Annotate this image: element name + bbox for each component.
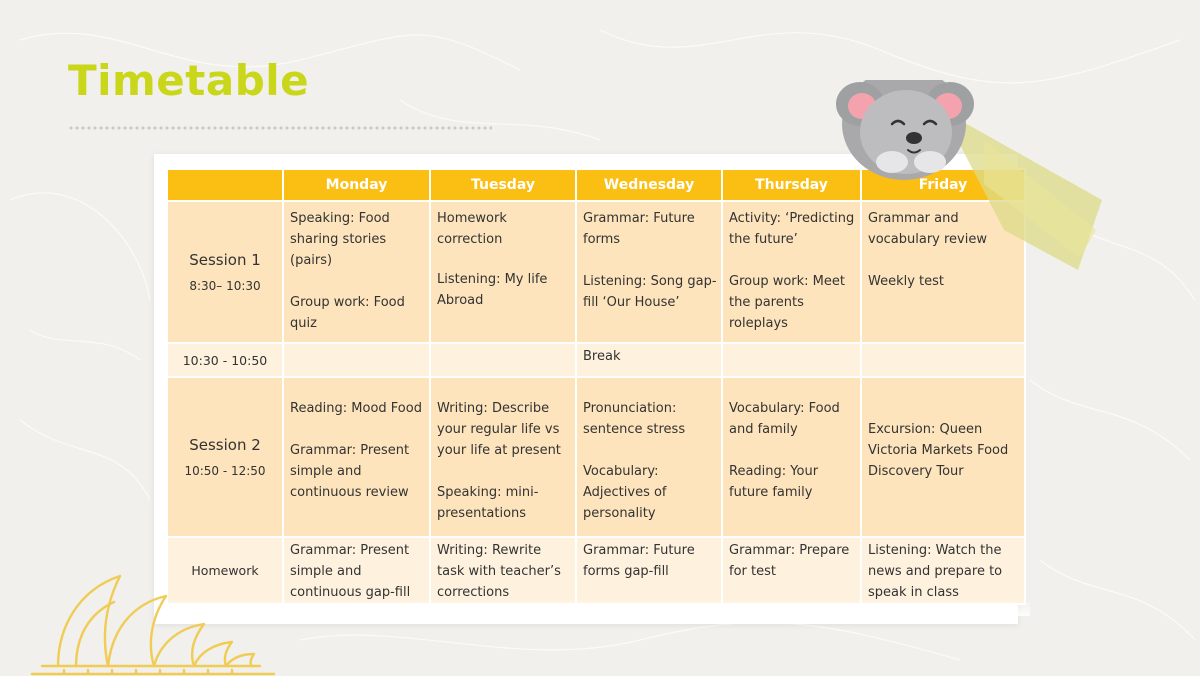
- activity: Writing: Describe your regular life vs your life at present: [437, 401, 561, 458]
- break-time-cell: [167, 343, 283, 377]
- session1-tuesday: [430, 201, 576, 343]
- break-friday: [861, 343, 1025, 377]
- opera-house-icon: [28, 568, 278, 676]
- session2-time: 10:50 - 12:50: [184, 464, 266, 478]
- activity: Pronunciation: sentence stress: [583, 401, 686, 437]
- homework-tuesday: [430, 537, 576, 604]
- session2-monday: [283, 377, 430, 537]
- header-tuesday: Tuesday: [430, 169, 576, 201]
- break-row: [167, 343, 1025, 377]
- table-bottom-fade: [160, 600, 1030, 616]
- session2-tuesday: [430, 377, 576, 537]
- break-tuesday: [430, 343, 576, 377]
- break-wednesday: [576, 343, 722, 377]
- activity: Vocabulary: Food and family: [729, 401, 840, 437]
- activity: Grammar: Prepare for test: [729, 543, 850, 579]
- session1-time: 8:30– 10:30: [189, 279, 261, 293]
- session2-thursday: [722, 377, 861, 537]
- session2-name: Session 2: [189, 436, 261, 454]
- session1-label: [167, 201, 283, 343]
- activity: Activity: ‘Predicting the future’: [729, 211, 855, 247]
- activity: Group work: Meet the parents roleplays: [729, 274, 845, 331]
- break-monday: [283, 343, 430, 377]
- session2-label: [167, 377, 283, 537]
- activity: Listening: Song gap-fill ‘Our House’: [583, 274, 717, 310]
- homework-friday: [861, 537, 1025, 604]
- page-title: Timetable: [68, 56, 310, 105]
- activity: Group work: Food quiz: [290, 295, 405, 331]
- activity: Homework correction: [437, 211, 507, 247]
- activity: Excursion: Queen Victoria Markets Food Discovery Tour: [868, 422, 1009, 479]
- homework-label: Homework: [191, 563, 259, 578]
- homework-wednesday: [576, 537, 722, 604]
- header-wednesday: Wednesday: [576, 169, 722, 201]
- activity: Grammar: Present simple and continuous gap-fill: [290, 543, 411, 600]
- session1-name: Session 1: [189, 251, 261, 269]
- session2-row: [167, 377, 1025, 537]
- activity: Grammar: Future forms: [583, 211, 695, 247]
- session1-wednesday: [576, 201, 722, 343]
- activity: Listening: Watch the news and prepare to speak in class: [868, 543, 1003, 600]
- header-monday: Monday: [283, 169, 430, 201]
- activity: Weekly test: [868, 274, 945, 289]
- break-label: Break: [583, 349, 621, 364]
- homework-monday: [283, 537, 430, 604]
- activity: Reading: Your future family: [729, 464, 819, 500]
- header-friday: Friday: [861, 169, 1025, 201]
- session1-monday: [283, 201, 430, 343]
- session2-friday: [861, 377, 1025, 537]
- activity: Grammar: Present simple and continuous review: [290, 443, 410, 500]
- session2-wednesday: [576, 377, 722, 537]
- activity: Speaking: Food sharing stories (pairs): [290, 211, 390, 268]
- activity: Speaking: mini-presentations: [437, 485, 539, 521]
- activity: Reading: Mood Food: [290, 401, 422, 416]
- activity: Writing: Rewrite task with teacher’s corrections: [437, 543, 561, 600]
- activity: Vocabulary: Adjectives of personality: [583, 464, 667, 521]
- break-thursday: [722, 343, 861, 377]
- header-corner: [167, 169, 283, 201]
- homework-thursday: [722, 537, 861, 604]
- homework-row: [167, 537, 1025, 604]
- break-time: 10:30 - 10:50: [182, 352, 268, 368]
- header-thursday: Thursday: [722, 169, 861, 201]
- activity: Listening: My life Abroad: [437, 272, 548, 308]
- activity: Grammar and vocabulary review: [868, 211, 987, 247]
- dotted-divider: [68, 126, 492, 130]
- activity: Grammar: Future forms gap-fill: [583, 543, 695, 579]
- koala-mascot-icon: [834, 80, 1114, 280]
